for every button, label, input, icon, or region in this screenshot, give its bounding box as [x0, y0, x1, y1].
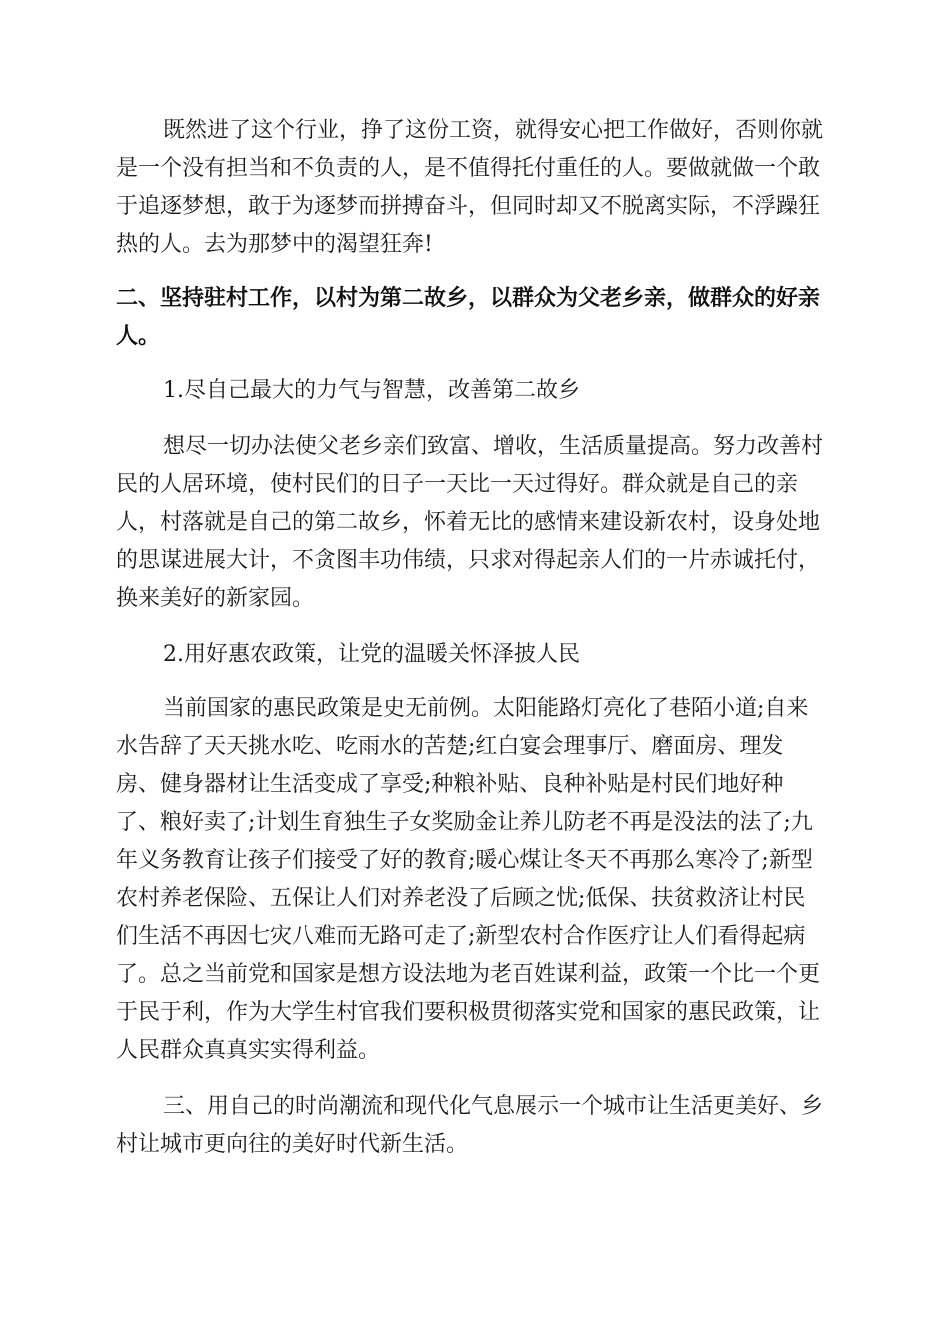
- subsection-1-paragraph: [116, 428, 834, 618]
- heading-line: 三、用自己的时尚潮流和现代化气息展示一个城市让生活更美好、乡: [163, 1094, 824, 1119]
- text-line: 是一个没有担当和不负责的人，是不值得托付重任的人。要做就做一个敢: [116, 156, 821, 181]
- text-line: 人，村落就是自己的第二故乡，怀着无比的感情来建设新农村，设身处地: [116, 510, 821, 535]
- text-line: 当前国家的惠民政策是史无前例。太阳能路灯亮化了巷陌小道;自来: [163, 696, 809, 721]
- text-line: 热的人。去为那梦中的渴望狂奔!: [116, 232, 433, 257]
- text-line: 了。总之当前党和国家是想方设法地为老百姓谋利益，政策一个比一个更: [116, 962, 821, 987]
- text-line: 年义务教育让孩子们接受了好的教育;暖心煤让冬天不再那么寒冷了;新型: [116, 848, 813, 873]
- text-line: 人民群众真真实实得利益。: [116, 1038, 381, 1063]
- text-line: 于追逐梦想，敢于为逐梦而拼搏奋斗，但同时却又不脱离实际，不浮躁狂: [116, 194, 821, 219]
- document-body: [116, 112, 834, 1164]
- section-3-heading: [116, 1088, 834, 1164]
- heading-line: 村让城市更向往的美好时代新生活。: [116, 1132, 469, 1157]
- heading-line: 二、坚持驻村工作，以村为第二故乡，以群众为父老乡亲，做群众的好亲: [116, 286, 821, 311]
- text-line: 于民于利，作为大学生村官我们要积极贯彻落实党和国家的惠民政策，让: [116, 1000, 821, 1025]
- text-line: 们生活不再因七灾八难而无路可走了;新型农村合作医疗让人们看得起病: [116, 924, 806, 949]
- heading-line: 人。: [116, 324, 161, 349]
- subheading-1: 1.尽自己最大的力气与智慧，改善第二故乡: [163, 378, 580, 403]
- text-line: 房、健身器材让生活变成了享受;种粮补贴、良种补贴是村民们地好种: [116, 772, 784, 797]
- text-line: 换来美好的新家园。: [116, 586, 315, 611]
- intro-paragraph: [116, 112, 834, 264]
- subheading-2: 2.用好惠农政策，让党的温暖关怀泽披人民: [163, 642, 580, 667]
- text-line: 农村养老保险、五保让人们对养老没了后顾之忧;低保、扶贫救济让村民: [116, 886, 806, 911]
- text-line: 想尽一切办法使父老乡亲们致富、增收，生活质量提高。努力改善村: [163, 434, 824, 459]
- text-line: 的思谋进展大计，不贪图丰功伟绩，只求对得起亲人们的一片赤诚托付，: [116, 548, 821, 573]
- subsection-2-paragraph: [116, 690, 834, 1070]
- text-line: 民的人居环境，使村民们的日子一天比一天过得好。群众就是自己的亲: [116, 472, 799, 497]
- section-2-heading: [116, 280, 834, 356]
- text-line: 了、粮好卖了;计划生育独生子女奖励金让养儿防老不再是没法的法了;九: [116, 810, 813, 835]
- text-line: 既然进了这个行业，挣了这份工资，就得安心把工作做好，否则你就: [163, 118, 824, 143]
- text-line: 水告辞了天天挑水吃、吃雨水的苦楚;红白宴会理事厅、磨面房、理发: [116, 734, 784, 759]
